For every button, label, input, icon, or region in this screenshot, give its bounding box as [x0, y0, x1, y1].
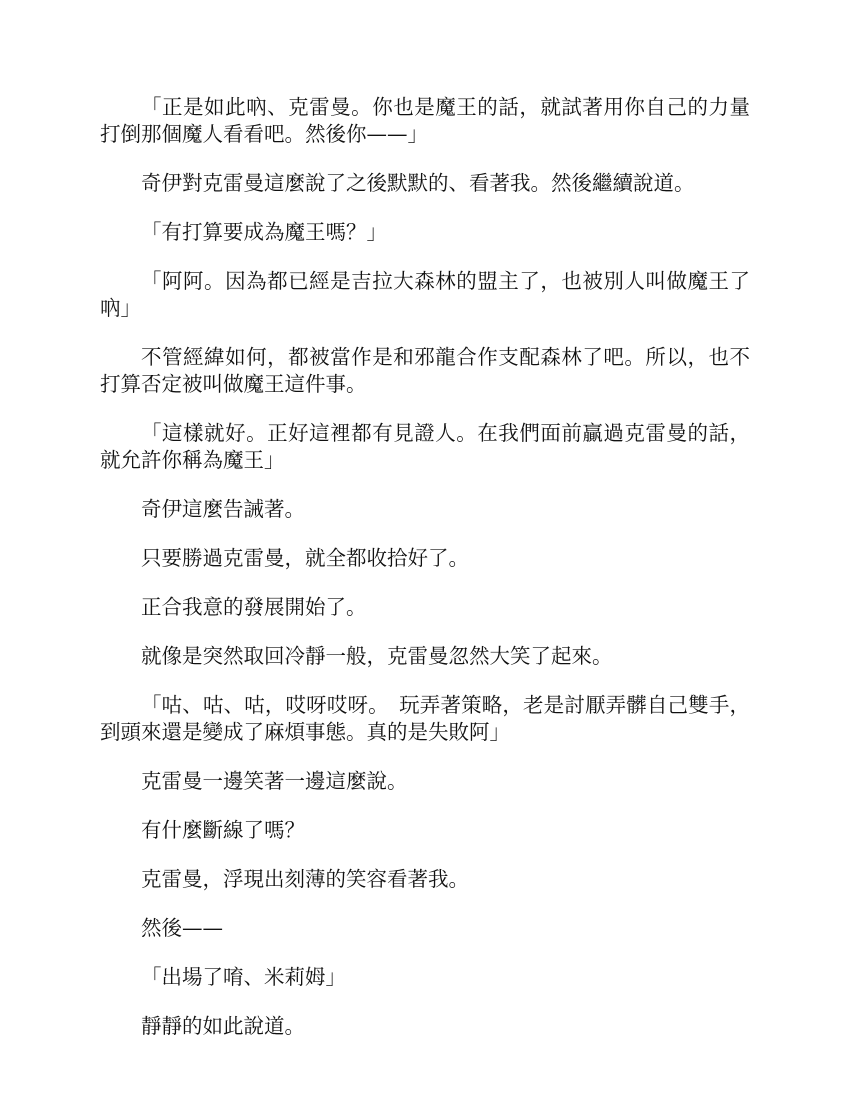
paragraph: 只要勝過克雷曼，就全都收拾好了。 [141, 546, 469, 570]
paragraph: 「這樣就好。正好這裡都有見證人。在我們面前贏過克雷曼的話，就允許你稱為魔王」 [100, 421, 750, 472]
paragraph: 克雷曼一邊笑著一邊這麼說。 [141, 769, 408, 793]
paragraph: 不管經緯如何，都被當作是和邪龍合作支配森林了吧。所以，也不打算否定被叫做魔王這件事。 [100, 345, 750, 396]
paragraph: 「阿阿。因為都已經是吉拉大森林的盟主了，也被別人叫做魔王了吶」 [100, 269, 750, 320]
paragraph: 「有打算要成為魔王嗎？」 [141, 220, 387, 244]
paragraph: 「出場了唷、米莉姆」 [141, 965, 346, 989]
paragraph: 奇伊對克雷曼這麼說了之後默默的、看著我。然後繼續說道。 [141, 171, 695, 195]
paragraph: 有什麼斷線了嗎？ [141, 818, 305, 842]
paragraph: 「正是如此吶、克雷曼。你也是魔王的話，就試著用你自己的力量打倒那個魔人看看吧。然後你——」 [100, 95, 750, 146]
paragraph: 正合我意的發展開始了。 [141, 595, 367, 619]
paragraph: 奇伊這麼告誡著。 [141, 497, 305, 521]
paragraph: 靜靜的如此說道。 [141, 1014, 305, 1038]
document-page [100, 94, 750, 1062]
paragraph: 「咕、咕、咕，哎呀哎呀。 玩弄著策略，老是討厭弄髒自己雙手，到頭來還是變成了麻煩事態。真的是失敗阿」 [100, 693, 750, 744]
paragraph: 然後—— [141, 916, 223, 940]
paragraph: 就像是突然取回冷靜一般，克雷曼忽然大笑了起來。 [141, 644, 613, 668]
paragraph: 克雷曼，浮現出刻薄的笑容看著我。 [141, 867, 469, 891]
